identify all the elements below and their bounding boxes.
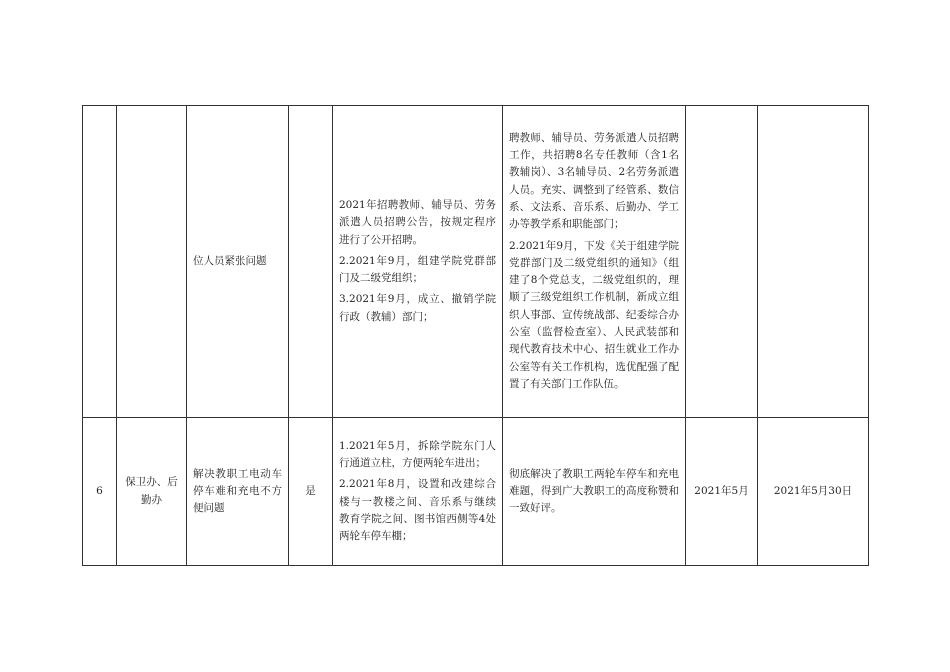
department-cell — [117, 106, 187, 418]
row-number-cell: 6 — [83, 418, 117, 566]
measure-item: 2021年招聘教师、辅导员、劳务派遣人员招聘公告，按规定程序进行了公开招聘。 — [339, 198, 496, 246]
immediate-cell: 是 — [289, 418, 333, 566]
table-row — [83, 418, 869, 566]
issue-cell: 解决教职工电动车停车难和充电不方便问题 — [187, 418, 289, 566]
start-date-cell: 2021年5月 — [686, 418, 758, 566]
row-number-cell — [83, 106, 117, 418]
results-cell — [503, 418, 686, 566]
measure-item: 2.2021年8月，设置和改建综合楼与一教楼之间、音乐系与继续教育学院之间、图书馆西侧等4处两轮车停车棚； — [339, 478, 496, 543]
result-item: 聘教师、辅导员、劳务派遣人员招聘工作，共招聘8名专任教师（含1名教辅岗）、3名辅导员、2名劳务派遣人员。充实、调整到了经管系、数信系、文法系、音乐系、后勤办、学工办等教学系和职能部门； — [509, 131, 679, 231]
measures-cell — [333, 106, 503, 418]
finish-date-cell — [758, 106, 869, 418]
table-row — [83, 106, 869, 418]
result-item: 2.2021年9月，下发《关于组建学院党群部门及二级党组织的通知》（组建了8个党总支，二级党组织的，理顺了三级党组织工作机制，新成立组织人事部、宣传统战部、纪委综合办公室（监督检查室）、人民武装部和现代教育技术中心、招生就业工作办公室等有关工作机构，选优配强了配置了有关部门工作队伍。 — [509, 239, 679, 390]
results-cell — [503, 106, 686, 418]
measure-item: 1.2021年5月，拆除学院东门人行通道立柱，方便两轮车进出； — [339, 439, 496, 469]
immediate-cell — [289, 106, 333, 418]
measures-cell — [333, 418, 503, 566]
measure-item: 3.2021年9月，成立、撤销学院行政（教辅）部门； — [339, 293, 496, 323]
rectification-table — [82, 105, 869, 566]
issue-cell: 位人员紧张问题 — [187, 106, 289, 418]
measure-item: 2.2021年9月，组建学院党群部门及二级党组织； — [339, 254, 496, 285]
start-date-cell — [686, 106, 758, 418]
department-cell: 保卫办、后勤办 — [117, 418, 187, 566]
finish-date-cell: 2021年5月30日 — [758, 418, 869, 566]
result-item: 彻底解决了教职工两轮车停车和充电难题，得到广大教职工的高度称赞和一致好评。 — [509, 467, 679, 515]
